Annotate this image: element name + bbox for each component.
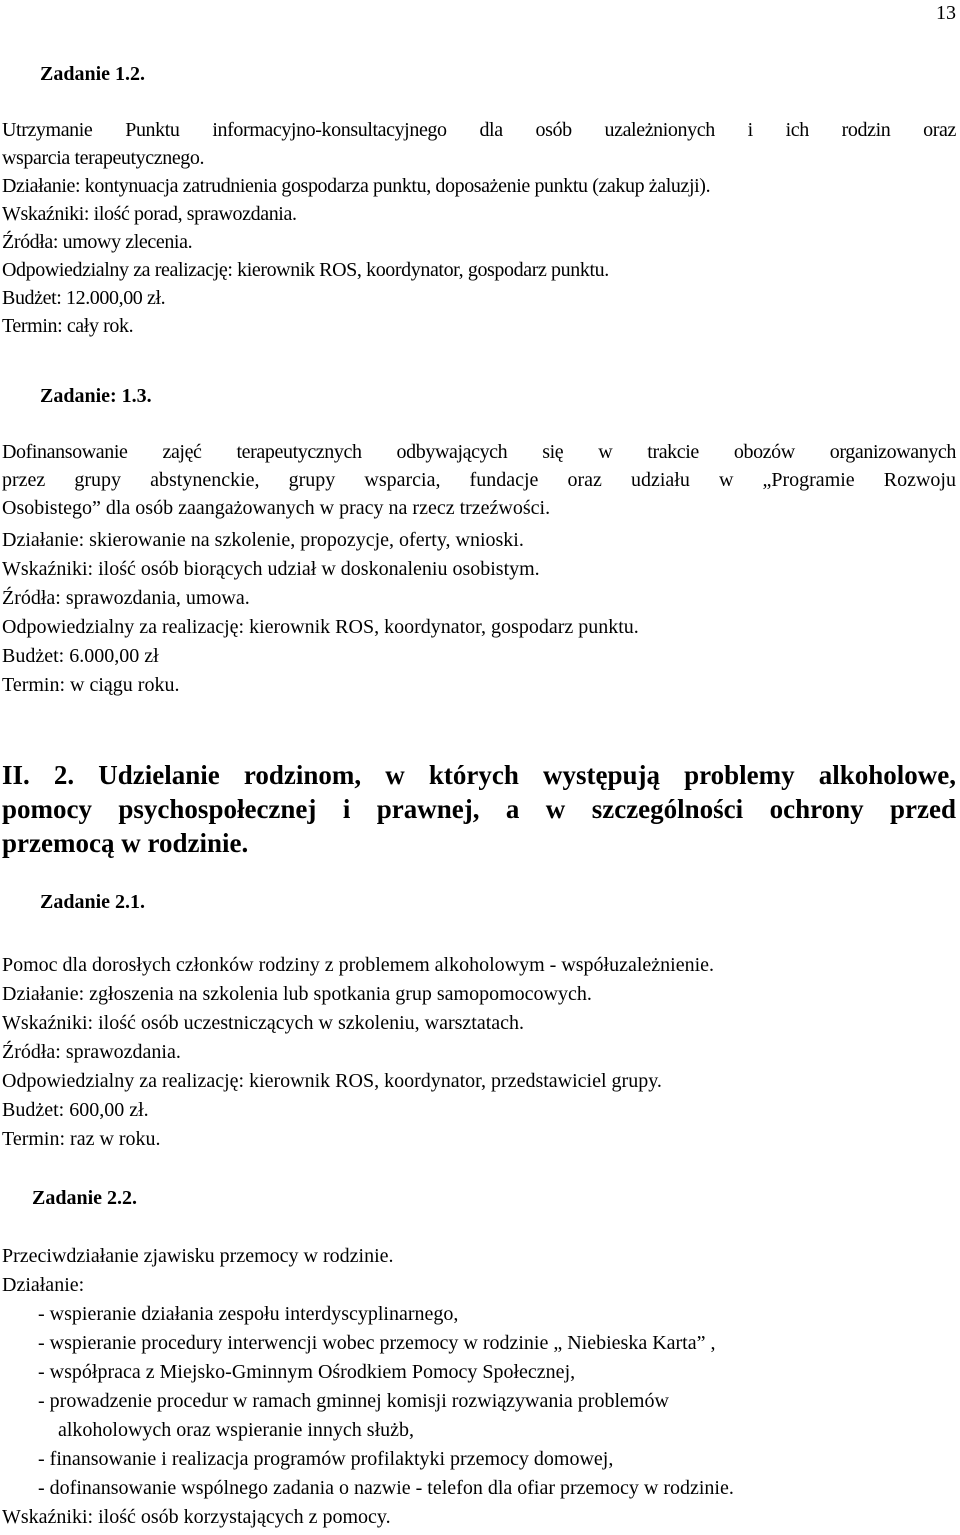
task-2-1-indicators: Wskaźniki: ilość osób uczestniczących w szkoleniu, warsztatach. [2, 1012, 525, 1034]
task-1-2-description: Utrzymanie Punktu informacyjno-konsultacyjnego dla osób uzależnionych i ich rodzin oraz [2, 119, 956, 141]
task-2-2-action-label: Działanie: [2, 1274, 85, 1296]
task-1-2-action: Działanie: kontynuacja zatrudnienia gospodarza punktu, doposażenie punktu (zakup żaluzji). [2, 175, 711, 197]
task-2-1-action: Działanie: zgłoszenia na szkolenia lub spotkania grup samopomocowych. [2, 983, 592, 1005]
task-1-2-description-cont: wsparcia terapeutycznego. [2, 147, 205, 169]
task-1-3-description: Dofinansowanie zajęć terapeutycznych odbywających się w trakcie obozów organizowanych [2, 441, 956, 463]
task-1-3-description-cont-2: Osobistego” dla osób zaangażowanych w pracy na rzecz trzeźwości. [2, 497, 551, 519]
task-1-2-budget: Budżet: 12.000,00 zł. [2, 287, 166, 309]
task-1-3-deadline: Termin: w ciągu roku. [2, 674, 180, 696]
task-1-3-heading: Zadanie: 1.3. [40, 385, 152, 407]
list-item: - finansowanie i realizacja programów profilaktyki przemocy domowej, [38, 1448, 614, 1470]
task-2-2-heading: Zadanie 2.2. [32, 1187, 138, 1209]
task-1-2-heading: Zadanie 1.2. [40, 63, 146, 85]
task-1-2-deadline: Termin: cały rok. [2, 315, 134, 337]
task-2-1-description: Pomoc dla dorosłych członków rodziny z problemem alkoholowym - współuzależnienie. [2, 954, 715, 976]
task-1-3-action: Działanie: skierowanie na szkolenie, propozycje, oferty, wnioski. [2, 529, 524, 551]
task-1-3-description-cont-1: przez grupy abstynenckie, grupy wsparcia, fundacje oraz udziału w „Programie Rozwoju [2, 469, 956, 491]
list-item: - prowadzenie procedur w ramach gminnej komisji rozwiązywania problemów [38, 1390, 669, 1412]
section-2-heading-line-1: II. 2. Udzielanie rodzinom, w których występują problemy alkoholowe, [2, 760, 956, 790]
task-2-1-deadline: Termin: raz w roku. [2, 1128, 161, 1150]
list-item: - dofinansowanie wspólnego zadania o nazwie - telefon dla ofiar przemocy w rodzinie. [38, 1477, 734, 1499]
task-2-1-heading: Zadanie 2.1. [40, 891, 146, 913]
list-item: - wspieranie procedury interwencji wobec przemocy w rodzinie „ Niebieska Karta” , [38, 1332, 716, 1354]
section-2-heading-line-3: przemocą w rodzinie. [2, 828, 249, 858]
list-item: - wspieranie działania zespołu interdyscyplinarnego, [38, 1303, 459, 1325]
task-2-2-indicators: Wskaźniki: ilość osób korzystających z pomocy. [2, 1506, 391, 1528]
task-1-2-indicators: Wskaźniki: ilość porad, sprawozdania. [2, 203, 297, 225]
task-1-3-indicators: Wskaźniki: ilość osób biorących udział w doskonaleniu osobistym. [2, 558, 540, 580]
task-1-3-sources: Źródła: sprawozdania, umowa. [2, 587, 250, 609]
task-1-3-budget: Budżet: 6.000,00 zł [2, 645, 159, 667]
task-1-2-sources: Źródła: umowy zlecenia. [2, 231, 193, 253]
list-item: - współpraca z Miejsko-Gminnym Ośrodkiem Pomocy Społecznej, [38, 1361, 576, 1383]
task-2-1-sources: Źródła: sprawozdania. [2, 1041, 181, 1063]
task-1-2-responsible: Odpowiedzialny za realizację: kierownik ROS, koordynator, gospodarz punktu. [2, 259, 609, 281]
page-number: 13 [936, 2, 956, 24]
task-2-2-intro: Przeciwdziałanie zjawisku przemocy w rodzinie. [2, 1245, 394, 1267]
task-2-1-budget: Budżet: 600,00 zł. [2, 1099, 149, 1121]
task-2-1-responsible: Odpowiedzialny za realizację: kierownik ROS, koordynator, przedstawiciel grupy. [2, 1070, 662, 1092]
list-item-continuation: alkoholowych oraz wspieranie innych służb, [58, 1419, 415, 1441]
section-2-heading-line-2: pomocy psychospołecznej i prawnej, a w szczególności ochrony przed [2, 794, 956, 824]
task-1-3-responsible: Odpowiedzialny za realizację: kierownik ROS, koordynator, gospodarz punktu. [2, 616, 639, 638]
section-2-heading [2, 758, 956, 860]
